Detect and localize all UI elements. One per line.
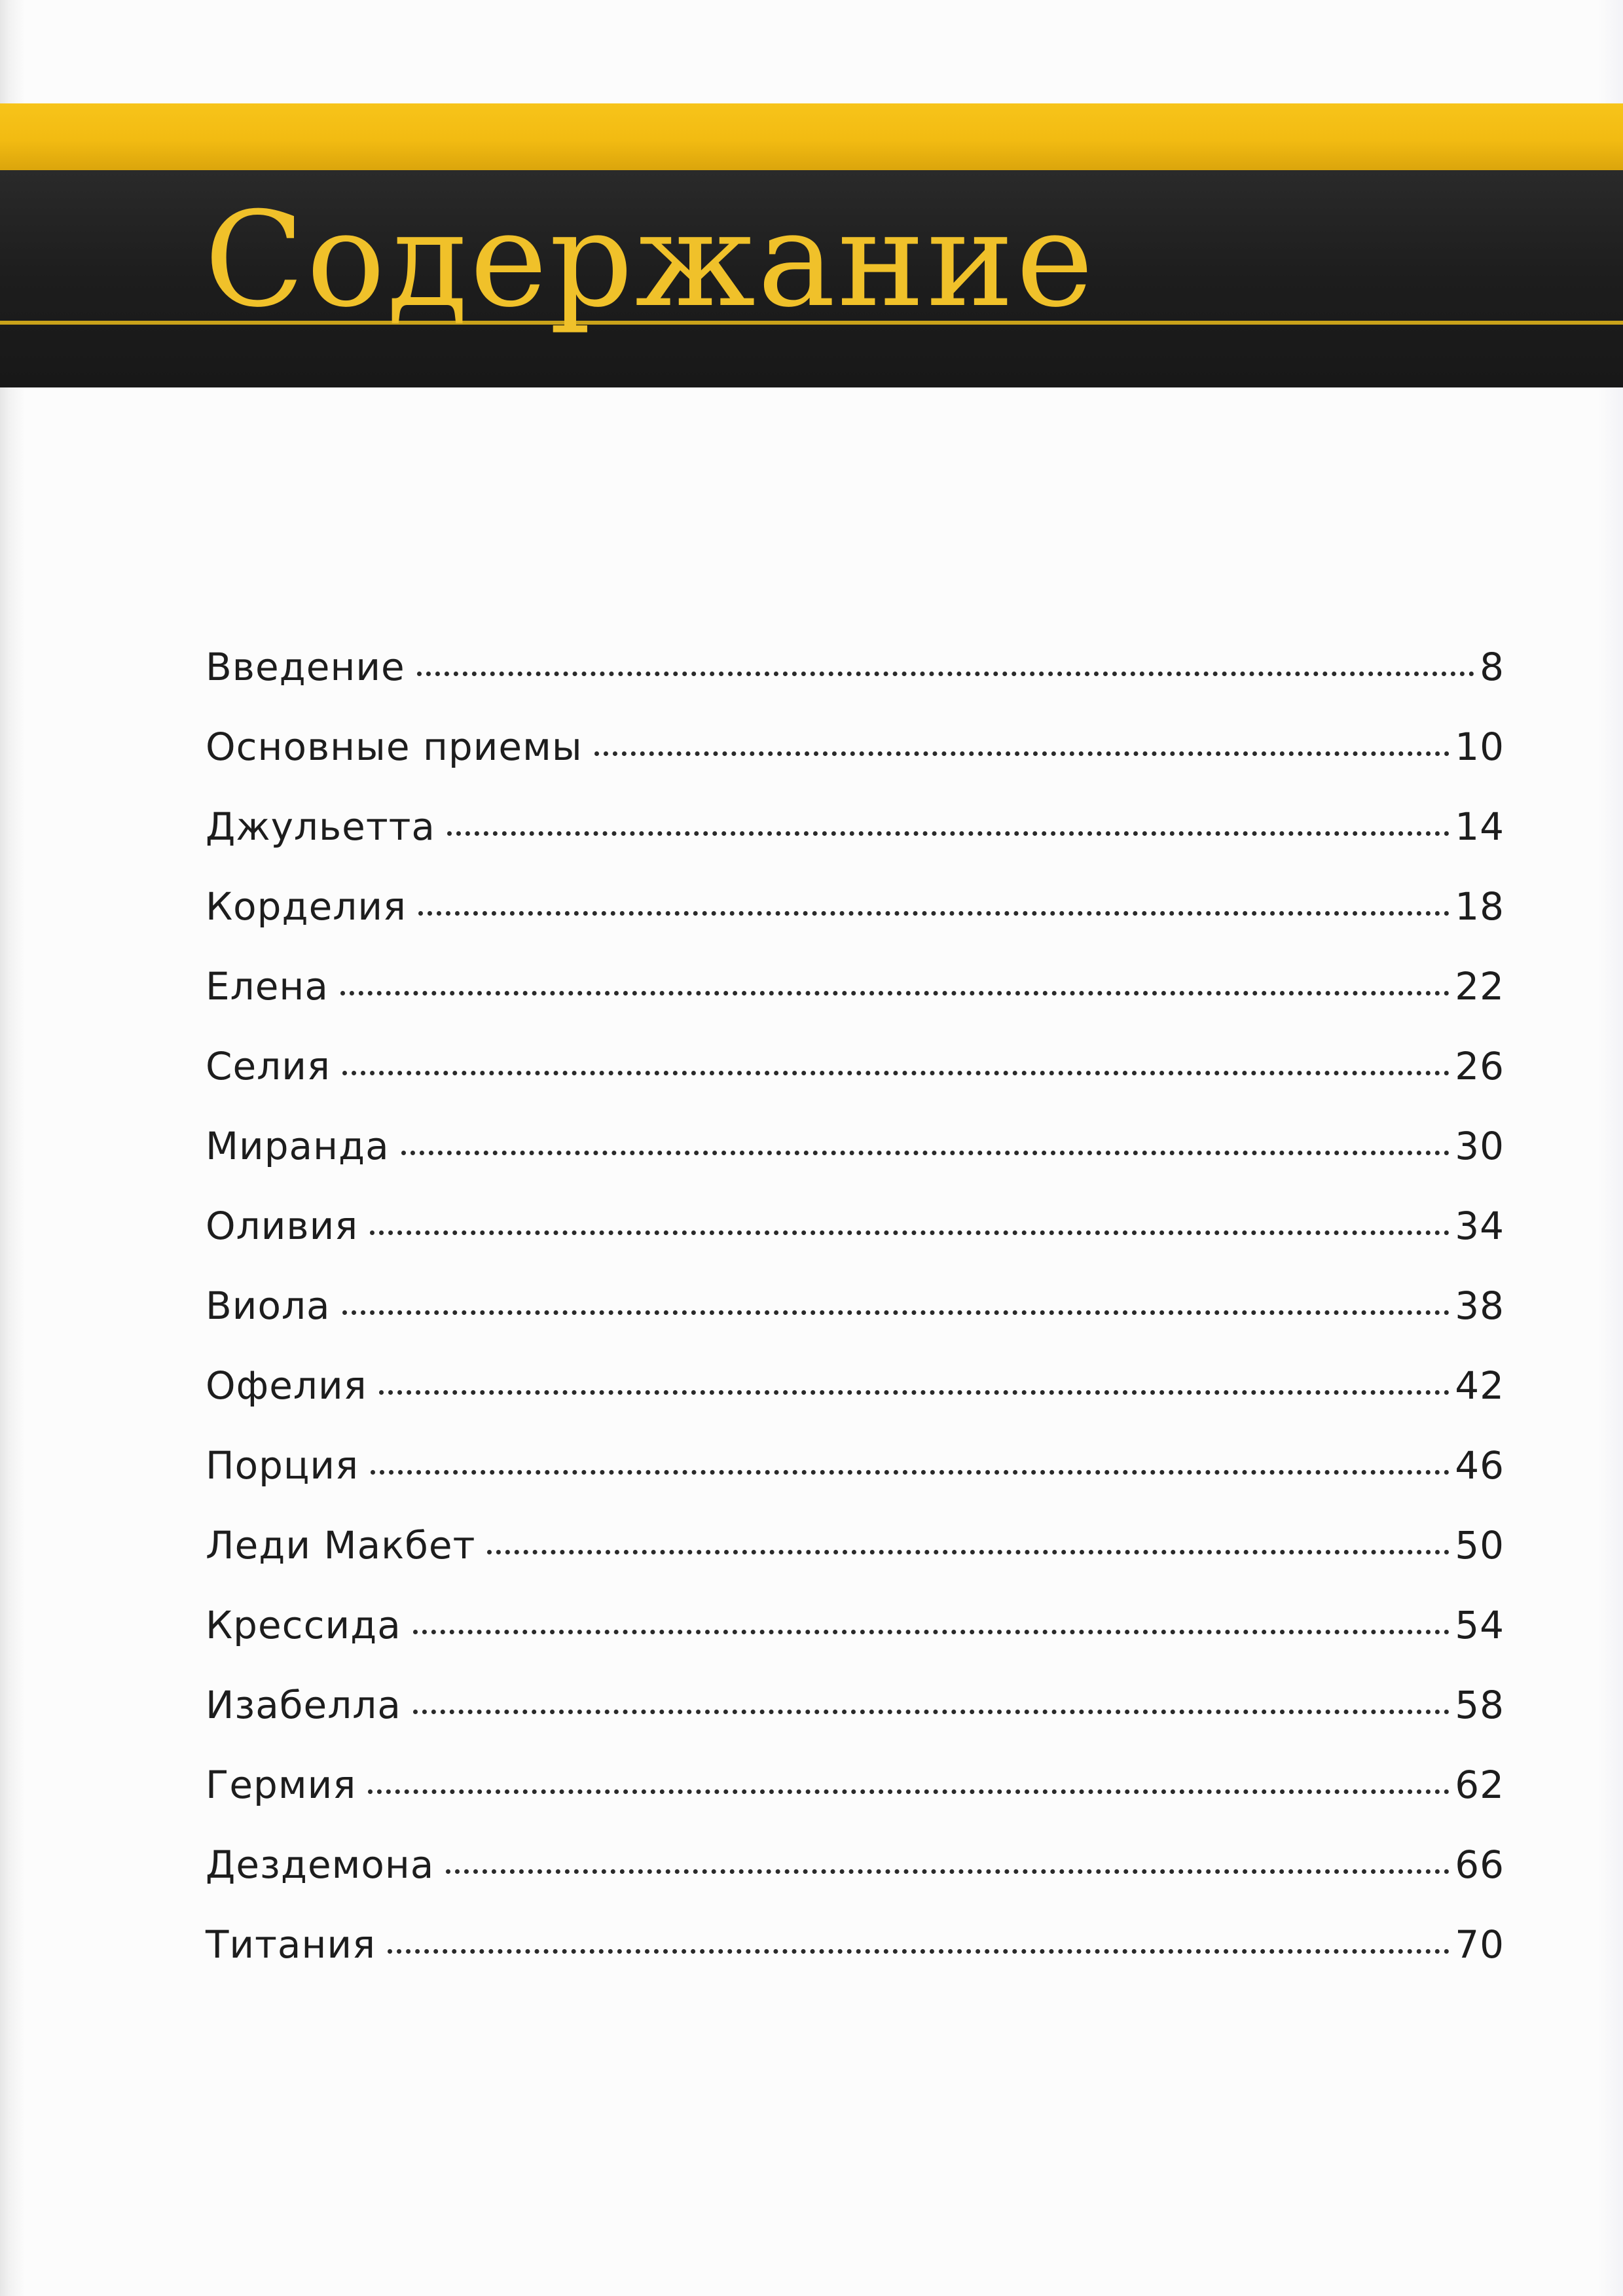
toc-entry-label: Виола [206,1283,331,1328]
toc-entry-page: 14 [1455,804,1504,849]
toc-entry-label: Порция [206,1443,359,1488]
toc-entry[interactable] [206,1204,1504,1283]
toc-leader-dots [594,751,1450,756]
toc-entry-label: Корделия [206,884,407,929]
table-of-contents [206,645,1504,2002]
toc-leader-dots [417,672,1474,676]
toc-entry[interactable] [206,1922,1504,2002]
toc-leader-dots [370,1230,1450,1235]
toc-leader-dots [401,1151,1450,1155]
toc-entry-label: Офелия [206,1363,367,1408]
toc-leader-dots [340,991,1450,996]
toc-entry-label: Введение [206,645,405,689]
toc-entry-page: 66 [1455,1842,1504,1887]
toc-entry-page: 62 [1455,1763,1504,1807]
page-title: Содержание [204,184,1096,336]
toc-entry-label: Дездемона [206,1842,435,1887]
toc-entry-label: Титания [206,1922,376,1967]
toc-entry-page: 22 [1455,964,1504,1009]
toc-entry-page: 34 [1455,1204,1504,1248]
toc-entry-label: Селия [206,1044,331,1088]
toc-entry-label: Изабелла [206,1683,401,1727]
toc-entry-label: Оливия [206,1204,359,1248]
toc-leader-dots [371,1470,1450,1475]
toc-entry[interactable] [206,884,1504,964]
toc-entry[interactable] [206,1763,1504,1842]
toc-entry-label: Елена [206,964,329,1009]
toc-entry[interactable] [206,645,1504,725]
toc-leader-dots [342,1310,1450,1315]
toc-entry-page: 30 [1455,1124,1504,1168]
toc-entry[interactable] [206,725,1504,804]
toc-leader-dots [446,1869,1450,1874]
header-accent-band [0,103,1623,170]
toc-leader-dots [342,1071,1450,1075]
toc-entry-page: 8 [1480,645,1504,689]
toc-entry-page: 38 [1455,1283,1504,1328]
toc-leader-dots [368,1789,1450,1794]
toc-entry[interactable] [206,1842,1504,1922]
toc-entry[interactable] [206,1283,1504,1363]
toc-leader-dots [413,1630,1450,1634]
toc-entry-page: 70 [1455,1922,1504,1967]
toc-entry-label: Леди Макбет [206,1523,476,1568]
toc-entry[interactable] [206,1044,1504,1124]
toc-entry[interactable] [206,1443,1504,1523]
toc-entry-label: Миранда [206,1124,390,1168]
toc-entry-label: Гермия [206,1763,357,1807]
toc-leader-dots [447,831,1450,836]
toc-entry[interactable] [206,964,1504,1044]
toc-entry-page: 42 [1455,1363,1504,1408]
toc-entry-page: 46 [1455,1443,1504,1488]
toc-entry-label: Крессида [206,1603,401,1647]
toc-entry-page: 18 [1455,884,1504,929]
toc-entry-page: 54 [1455,1603,1504,1647]
toc-entry[interactable] [206,1363,1504,1443]
toc-leader-dots [487,1550,1450,1554]
toc-entry-page: 26 [1455,1044,1504,1088]
toc-leader-dots [388,1949,1450,1954]
toc-entry-page: 58 [1455,1683,1504,1727]
toc-entry-label: Основные приемы [206,725,583,769]
toc-entry-page: 10 [1455,725,1504,769]
toc-entry[interactable] [206,1683,1504,1763]
toc-entry[interactable] [206,1603,1504,1683]
toc-leader-dots [413,1710,1450,1714]
toc-entry[interactable] [206,1124,1504,1204]
toc-entry-page: 50 [1455,1523,1504,1568]
toc-entry[interactable] [206,804,1504,884]
toc-leader-dots [379,1390,1450,1395]
toc-entry[interactable] [206,1523,1504,1603]
toc-entry-label: Джульетта [206,804,435,849]
toc-leader-dots [418,911,1450,916]
